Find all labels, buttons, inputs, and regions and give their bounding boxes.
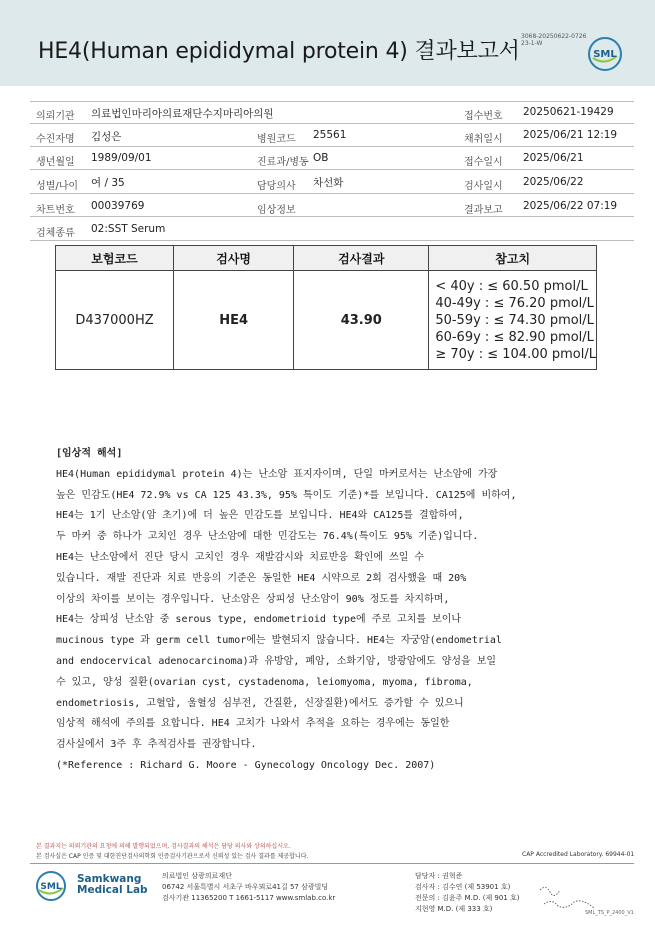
cap-accreditation: CAP Accredited Laboratory. 69944-01 [522, 851, 635, 858]
result-table [55, 245, 597, 370]
institution-value: 의료법인마리아의료재단수지마리아의원 [91, 108, 274, 120]
interpretation-line: 이상의 차이를 보이는 경우입니다. 난소암은 상피성 난소암이 90% 정도를 차지하며, [56, 593, 450, 605]
report-date-label: 결과보고 [464, 205, 503, 216]
signature-image [538, 880, 598, 910]
table-row [56, 271, 597, 370]
info-divider [30, 146, 634, 147]
clinical-interpretation [56, 444, 576, 777]
receipt-no-value: 20250621-19429 [523, 106, 614, 118]
insurance-code-cell: D437000HZ [56, 271, 174, 370]
accept-value: 2025/06/21 [523, 152, 584, 164]
samkwang-logo-icon [34, 870, 68, 902]
reference-line: ≥ 70y : ≤ 104.00 pmol/L [435, 346, 596, 362]
reference-line: < 40y : ≤ 60.50 pmol/L [435, 278, 588, 294]
brand-line-2: Medical Lab [77, 884, 148, 896]
specimen-value: 02:SST Serum [91, 223, 166, 235]
reference-cell [429, 271, 597, 370]
chart-label: 차트번호 [36, 205, 75, 216]
table-header-row [56, 246, 597, 271]
interpretation-line: and endocervical adenocarcinoma)과 유방암, 폐암, 소화기암, 방광암에도 양성을 보일 [56, 655, 497, 667]
doctor-label: 담당의사 [257, 181, 296, 192]
stamp-line-2: 23-1-W [521, 40, 543, 47]
info-divider [30, 169, 634, 170]
interpretation-line: 수 있고, 양성 질환(ovarian cyst, cystadenoma, leiomyoma, myoma, fibroma, [56, 676, 473, 688]
col-header-test-name: 검사명 [173, 246, 293, 271]
stamp-line-1: 3068-20250622-0726 [521, 33, 587, 40]
brand-line-1: Samkwang [77, 873, 142, 885]
chart-value: 00039769 [91, 200, 145, 212]
interpretation-line: 임상적 해석에 주의를 요합니다. HE4 고치가 나와서 추적을 요하는 경우에는 동일한 [56, 718, 450, 730]
report-title: HE4(Human epididymal protein 4) 결과보고서 [38, 39, 520, 64]
form-code: SML_TS_P_2400_V1 [585, 910, 634, 916]
dept-label: 진료과/병동 [257, 157, 309, 168]
clinical-label: 임상정보 [257, 205, 296, 216]
interpretation-line: HE4는 난소암에서 진단 당시 고치인 경우 재발감시와 치료반응 확인에 쓰일 수 [56, 551, 425, 563]
lab-staff [415, 871, 520, 915]
footer-notice: 본 결과지는 의뢰기관의 요청에 의해 발행되었으며, 검사결과의 해석은 담당 의사와 상의하십시오. [36, 843, 291, 850]
staff-line: 담당자 : 권혁준 [415, 872, 463, 880]
print-stamp [521, 33, 586, 47]
info-divider [30, 240, 634, 241]
test-name-cell: HE4 [173, 271, 293, 370]
interpretation-line: HE4(Human epididymal protein 4)는 난소암 표지자이며, 단일 마커로서는 난소암에 가장 [56, 468, 498, 480]
test-date-value: 2025/06/22 [523, 176, 584, 188]
staff-line: 지현영 M.D. (제 333 호) [415, 905, 493, 913]
col-header-reference: 참고치 [429, 246, 597, 271]
collect-value: 2025/06/21 12:19 [523, 129, 618, 141]
report-date-value: 2025/06/22 07:19 [523, 200, 618, 212]
staff-line: 전문의 : 김윤주 M.D. (제 901 호) [415, 894, 520, 902]
specimen-label: 검체종류 [36, 228, 75, 239]
interpretation-line: 두 마커 중 하나가 고치인 경우 난소암에 대한 민감도는 76.4%(특이도 95% 기준)입니다. [56, 531, 479, 543]
footer-notice: 본 검사실은 CAP 인증 및 대한진단검사의학회 인증검사기관으로서 신뢰성 있는 검사 결과를 제공합니다. [36, 853, 309, 860]
test-date-label: 검사일시 [464, 181, 503, 192]
interpretation-line: mucinous type 과 germ cell tumor에는 발현되지 않습니다. HE4는 자궁암(endometrial [56, 635, 502, 647]
dob-label: 생년월일 [36, 157, 75, 168]
dob-value: 1989/09/01 [91, 152, 152, 164]
sml-logo-text: SML [593, 49, 617, 60]
interpretation-line: endometriosis, 고혈압, 울혈성 심부전, 간질환, 신장질환)에서도 증가할 수 있으니 [56, 697, 464, 709]
col-header-result: 검사결과 [294, 246, 429, 271]
accept-label: 접수일시 [464, 157, 503, 168]
interpretation-line: 있습니다. 재발 진단과 치료 반응의 기준은 동일한 HE4 시약으로 2회 검사했을 때 20% [56, 572, 467, 584]
institution-label: 의뢰기관 [36, 111, 75, 122]
reference-line: 40-49y : ≤ 76.20 pmol/L [435, 295, 594, 311]
report-header [0, 0, 655, 86]
address-line: 검사기관 11365200 T 1661-5117 www.smlab.co.kr [162, 894, 336, 902]
lab-brand-name [77, 874, 148, 896]
interpretation-line: HE4는 상피성 난소암 중 serous type, endometrioid type에 주로 고치를 보이나 [56, 614, 462, 626]
interpretation-reference: (*Reference : Richard G. Moore - Gynecology Oncology Dec. 2007) [56, 759, 436, 771]
reference-line: 60-69y : ≤ 82.90 pmol/L [435, 329, 594, 345]
info-divider [30, 193, 634, 194]
interpretation-heading: [임상적 해석] [56, 448, 123, 459]
interpretation-line: 검사실에서 3주 후 추적검사를 권장합니다. [56, 739, 257, 751]
patient-value: 김성은 [91, 131, 122, 143]
address-line: 의료법인 삼광의료재단 [162, 872, 232, 880]
ward-code-value: 25561 [313, 129, 347, 141]
sex-value: 여 / 35 [91, 177, 125, 189]
samkwang-logo-text: SML [40, 882, 62, 892]
interpretation-line: 높은 민감도(HE4 72.9% vs CA 125 43.3%, 95% 특이도 기준)*를 보입니다. CA125에 비하여, [56, 489, 517, 501]
info-divider [30, 216, 634, 217]
reference-line: 50-59y : ≤ 74.30 pmol/L [435, 312, 594, 328]
dept-value: OB [313, 152, 329, 164]
collect-label: 채취일시 [464, 134, 503, 145]
info-divider [30, 101, 634, 102]
doctor-value: 차선화 [313, 177, 344, 189]
interpretation-line: HE4는 1기 난소암(암 초기)에 더 높은 민감도를 보입니다. HE4와 CA125를 결합하여, [56, 510, 464, 522]
address-line: 06742 서울특별시 서초구 바우뫼로41길 57 삼광빌딩 [162, 883, 329, 891]
footer-divider [30, 863, 634, 864]
info-divider [30, 123, 634, 124]
receipt-no-label: 접수번호 [464, 111, 503, 122]
result-cell: 43.90 [294, 271, 429, 370]
patient-label: 수진자명 [36, 134, 75, 145]
ward-code-label: 병원코드 [257, 134, 296, 145]
sml-logo-icon [587, 36, 623, 72]
sex-label: 성별/나이 [36, 181, 79, 192]
staff-line: 검사자 : 김수연 (제 53901 호) [415, 883, 511, 891]
col-header-insurance-code: 보험코드 [56, 246, 174, 271]
lab-address [162, 871, 335, 904]
